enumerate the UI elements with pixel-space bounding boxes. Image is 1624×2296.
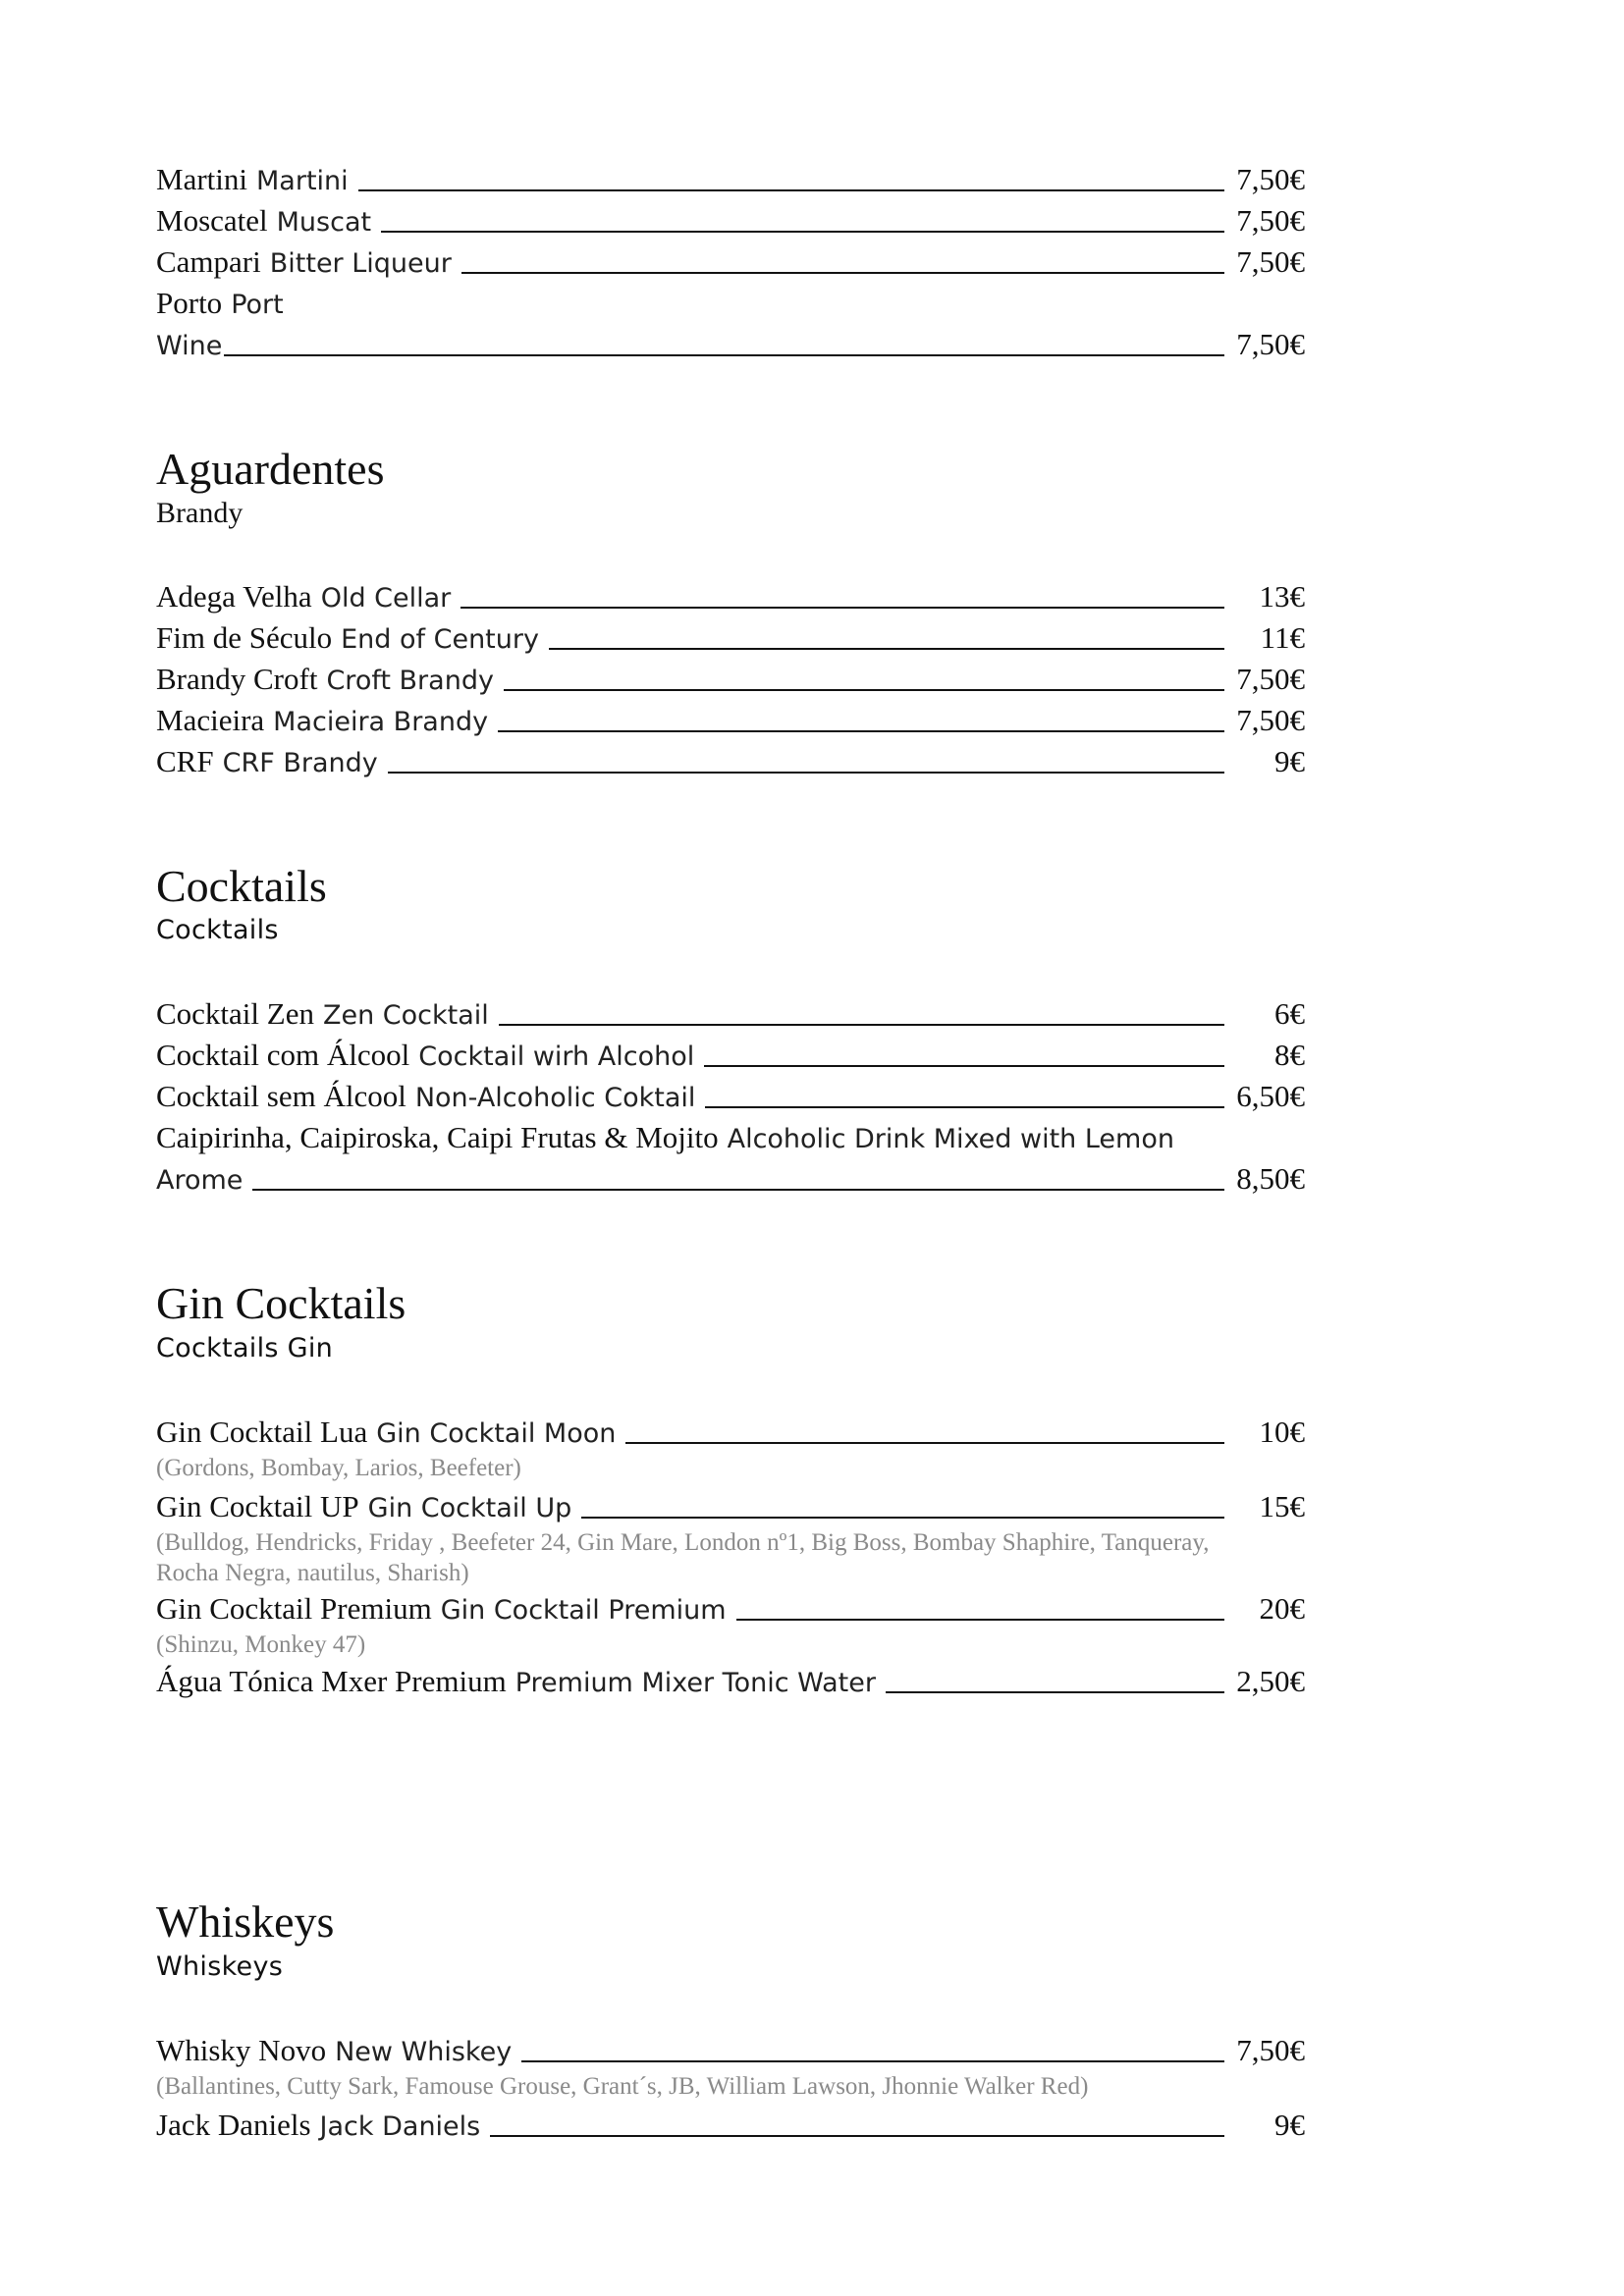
item-name: Macieira (156, 703, 265, 737)
item-translation: Zen Cocktail (322, 1000, 489, 1031)
item-price: 6,50€ (1236, 1079, 1305, 1113)
menu-item (156, 198, 1305, 236)
item-price: 7,50€ (1236, 2033, 1305, 2067)
item-name: Porto (156, 286, 223, 320)
section-title-gin-cocktails: Gin Cocktails (156, 1278, 406, 1328)
item-translation: Old Cellar (320, 583, 452, 614)
item-price: 15€ (1259, 1489, 1305, 1523)
item-price: 9€ (1274, 744, 1305, 778)
item-translation: Bitter Liqueur (269, 248, 452, 279)
menu-item (156, 1410, 1305, 1447)
item-price: 6€ (1274, 996, 1305, 1031)
brand-list: (Ballantines, Cutty Sark, Famouse Grouse, Grant´s, JB, William Lawson, Jhonnie Walker Red) (156, 2073, 1089, 2100)
dotted-leader (460, 607, 1224, 609)
menu-item (156, 1586, 1305, 1624)
menu-item (156, 281, 1305, 318)
menu-item (156, 1033, 1305, 1070)
menu-item (156, 1074, 1305, 1111)
item-translation: Non-Alcoholic Coktail (414, 1083, 696, 1113)
item-price: 7,50€ (1236, 327, 1305, 361)
item-translation: Croft Brandy (326, 666, 494, 696)
menu-item-continuation (156, 322, 1305, 359)
item-name: Fim de Século (156, 620, 333, 655)
dotted-leader (358, 189, 1224, 191)
item-translation: Jack Daniels (319, 2111, 481, 2142)
menu-item (156, 1115, 1305, 1152)
dotted-leader (388, 772, 1224, 774)
item-price: 7,50€ (1236, 662, 1305, 696)
dotted-leader (581, 1517, 1224, 1519)
section-subtitle: Cocktails Gin (156, 1333, 334, 1363)
menu-page (156, 0, 1305, 2296)
item-price: 8,50€ (1236, 1161, 1305, 1196)
menu-item (156, 698, 1305, 735)
item-name: Jack Daniels (156, 2108, 311, 2142)
item-translation: Gin Cocktail Moon (376, 1418, 617, 1449)
item-price: 8€ (1274, 1038, 1305, 1072)
item-name: Cocktail com Álcool (156, 1038, 410, 1072)
item-name: Martini (156, 162, 247, 196)
item-name: Cocktail Zen (156, 996, 314, 1031)
item-name: Gin Cocktail Lua (156, 1415, 368, 1449)
item-price: 9€ (1274, 2108, 1305, 2142)
menu-item (156, 574, 1305, 612)
dotted-leader (499, 1024, 1224, 1026)
item-translation-continued: Arome (156, 1165, 244, 1196)
item-name: Campari (156, 244, 261, 279)
menu-item (156, 991, 1305, 1029)
dotted-leader (736, 1619, 1224, 1621)
item-name: Gin Cocktail Premium (156, 1591, 432, 1626)
dotted-leader (461, 272, 1224, 274)
item-name: Moscatel (156, 203, 268, 238)
item-translation: Alcoholic Drink Mixed with Lemon (727, 1124, 1174, 1154)
brand-list: (Bulldog, Hendricks, Friday , Beefeter 24, Gin Mare, London nº1, Big Boss, Bombay Shaphire, Tanqueray, Rocha Negra, nautilus, Sharish) (156, 1529, 1210, 1586)
item-name: Whisky Novo (156, 2033, 327, 2067)
brand-list: (Shinzu, Monkey 47) (156, 1631, 366, 1658)
dotted-leader (498, 730, 1224, 732)
item-name: Cocktail sem Álcool (156, 1079, 406, 1113)
menu-item-continuation (156, 1156, 1305, 1194)
item-price: 7,50€ (1236, 203, 1305, 238)
dotted-leader (504, 689, 1224, 691)
dotted-leader (252, 1189, 1224, 1191)
item-translation: CRF Brandy (222, 748, 378, 778)
item-translation: New Whiskey (335, 2037, 513, 2067)
item-price: 20€ (1259, 1591, 1305, 1626)
menu-item (156, 739, 1305, 776)
item-translation: Gin Cocktail Up (367, 1493, 572, 1523)
item-name: Brandy Croft (156, 662, 318, 696)
section-subtitle: Whiskeys (156, 1951, 284, 1982)
item-price: 7,50€ (1236, 703, 1305, 737)
item-translation: End of Century (341, 624, 539, 655)
dotted-leader (224, 354, 1224, 356)
item-price: 2,50€ (1236, 1664, 1305, 1698)
section-subtitle: Brandy (156, 497, 244, 529)
item-translation: Muscat (276, 207, 372, 238)
section-title-whiskeys: Whiskeys (156, 1896, 335, 1947)
item-price: 11€ (1260, 620, 1305, 655)
menu-item (156, 1659, 1305, 1696)
dotted-leader (625, 1442, 1224, 1444)
item-price: 7,50€ (1236, 244, 1305, 279)
menu-item (156, 657, 1305, 694)
menu-item (156, 615, 1305, 653)
item-translation: Gin Cocktail Premium (440, 1595, 727, 1626)
menu-item (156, 157, 1305, 194)
menu-item (156, 2028, 1305, 2065)
dotted-leader (381, 231, 1224, 233)
dotted-leader (704, 1065, 1224, 1067)
item-price: 13€ (1259, 579, 1305, 614)
dotted-leader (549, 648, 1224, 650)
item-translation: Martini (256, 166, 349, 196)
item-name: Água Tónica Mxer Premium (156, 1664, 507, 1698)
menu-item (156, 1484, 1305, 1522)
item-translation: Cocktail wirh Alcohol (418, 1041, 695, 1072)
item-price: 10€ (1259, 1415, 1305, 1449)
item-name: CRF (156, 744, 214, 778)
menu-item (156, 2103, 1305, 2140)
section-title-aguardentes: Aguardentes (156, 444, 385, 494)
dotted-leader (886, 1691, 1224, 1693)
dotted-leader (705, 1106, 1224, 1108)
menu-item (156, 240, 1305, 277)
item-name: Gin Cocktail UP (156, 1489, 359, 1523)
dotted-leader (490, 2135, 1224, 2137)
item-translation: Macieira Brandy (273, 707, 489, 737)
section-subtitle: Cocktails (156, 915, 279, 945)
section-title-cocktails: Cocktails (156, 861, 327, 911)
brand-list: (Gordons, Bombay, Larios, Beefeter) (156, 1455, 521, 1481)
item-name: Caipirinha, Caipiroska, Caipi Frutas & Mojito (156, 1120, 719, 1154)
item-price: 7,50€ (1236, 162, 1305, 196)
item-translation-continued: Wine (156, 331, 223, 361)
item-name: Adega Velha (156, 579, 312, 614)
item-translation: Premium Mixer Tonic Water (514, 1668, 876, 1698)
item-translation: Port (231, 290, 284, 320)
dotted-leader (521, 2060, 1224, 2062)
